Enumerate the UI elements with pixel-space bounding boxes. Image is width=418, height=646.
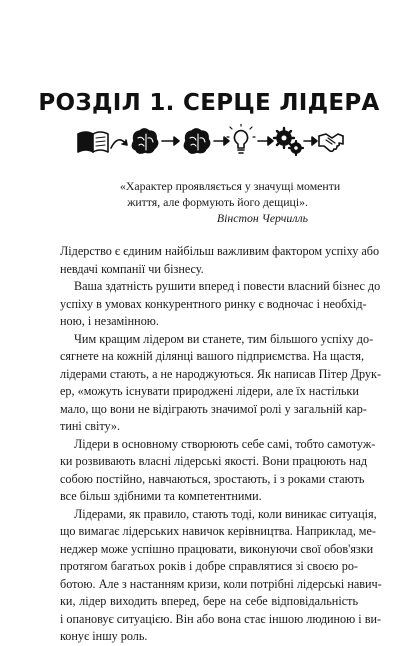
text-line: Лідери в основному створюють себе самі, тобто самотуж- xyxy=(74,436,376,451)
text-line: ботою. Але з настанням кризи, коли потрібні лідерські навич- xyxy=(60,576,382,591)
chapter-icon-row xyxy=(76,124,344,158)
text-line: сягнете на кожній ділянці вашого підприємства. На щастя, xyxy=(60,349,365,363)
curved-arrow-icon xyxy=(111,140,127,148)
arrow-icon xyxy=(304,137,317,145)
text-line: Лідерство є єдиним найбільш важливим фактором успіху або xyxy=(60,244,380,258)
text-line: протягом багатьох років і добре справлятися зі своєю ро- xyxy=(60,559,358,573)
text-line: конує іншу роль. xyxy=(60,629,148,643)
text-line: мало, що вони не відіграють значимої ролі у загальній кар- xyxy=(60,401,367,416)
gears-icon xyxy=(274,128,303,155)
text-line: Чим кращим лідером ви станете, тим більшого успіху до- xyxy=(74,331,374,346)
text-line: успіху в умовах конкурентного ринку є водночас і необхід- xyxy=(60,296,367,311)
text-line: і опановує ситуацією. Він або вона стає іншою людиною і ви- xyxy=(60,611,382,626)
epigraph-quote-line-1: «Характер проявляється у значущі моменти xyxy=(120,179,341,193)
text-line: собою постійно, навчаються, зростають, і з роками стають xyxy=(60,471,365,486)
text-line: Ваша здатність рушити вперед і повести власний бізнес до xyxy=(74,279,381,293)
text-line: що вимагає лідерських навичок керівництва. Наприклад, ме- xyxy=(60,524,376,538)
text-line: Лідерами, як правило, стають тоді, коли виникає ситуація, xyxy=(74,506,377,521)
text-line: невдачі компанії чи бізнесу. xyxy=(60,261,204,276)
paragraph xyxy=(60,331,381,436)
arrow-icon xyxy=(214,137,229,145)
paragraph xyxy=(60,436,376,506)
open-book-icon xyxy=(78,132,108,152)
epigraph-author: Вінстон Черчилль xyxy=(216,211,308,225)
arrow-icon xyxy=(162,137,179,145)
epigraph-quote-line-2: життя, але формують його дещиці». xyxy=(127,195,308,209)
text-line: ки розвивають власні лідерські якості. Вони працюють над xyxy=(60,454,368,468)
text-line: ки, лідер виходить вперед, бере на себе відповідальність xyxy=(60,594,358,608)
text-line: все більш здібними та компетентними. xyxy=(60,489,262,503)
arrow-icon xyxy=(258,137,273,145)
paragraph xyxy=(60,278,381,331)
lightbulb-icon xyxy=(227,124,255,153)
brain-icon xyxy=(184,129,209,153)
paragraph xyxy=(60,243,380,278)
text-line: лідерами стають, а не народжуються. Як написав Пітер Друк- xyxy=(60,366,381,381)
epigraph xyxy=(120,178,341,226)
chapter-title: РОЗДІЛ 1. СЕРЦЕ ЛІДЕРА xyxy=(38,90,380,116)
paragraph xyxy=(60,506,382,646)
text-line: ною, і незамінною. xyxy=(60,314,159,328)
brain-icon xyxy=(132,129,157,153)
chapter-body xyxy=(60,243,382,646)
text-line: тині світу». xyxy=(60,419,121,433)
text-line: неджер може успішно працювати, виконуючи свої обов'язки xyxy=(60,541,374,556)
handshake-icon xyxy=(319,134,343,151)
text-line: ер, «можуть існувати природжені лідери, але їх настільки xyxy=(60,384,359,398)
